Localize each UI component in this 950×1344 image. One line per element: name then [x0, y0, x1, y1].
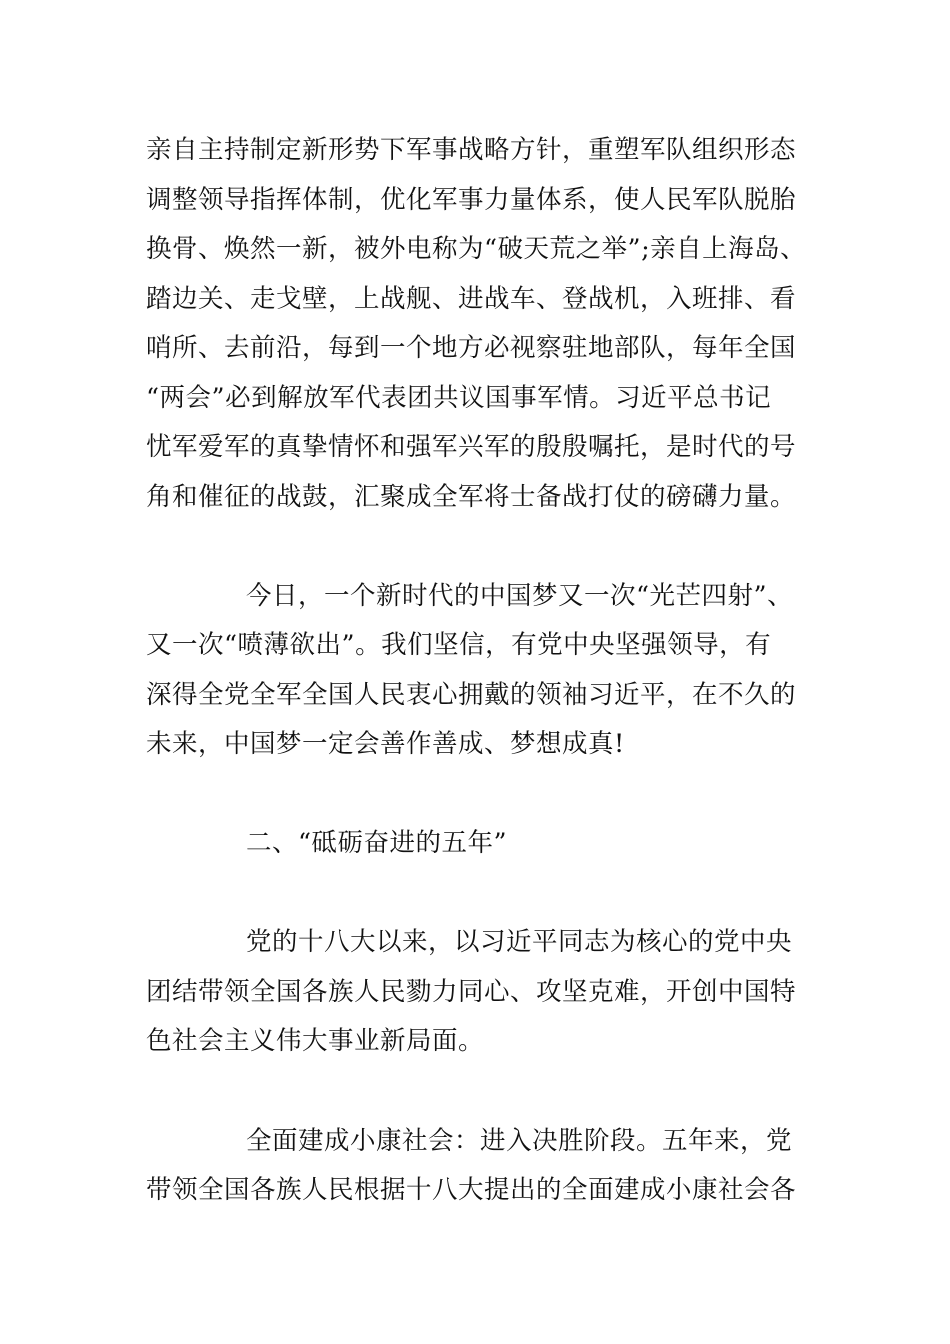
paragraph-line: 踏边关、走戈壁，上战舰、进战车、登战机，入班排、看 [146, 284, 797, 314]
paragraph-line: 全面建成小康社会：进入决胜阶段。五年来，党 [246, 1126, 793, 1156]
paragraph-line: “两会”必到解放军代表团共议国事军情。习近平总书记 [146, 383, 772, 413]
paragraph-line: 哨所、去前沿，每到一个地方必视察驻地部队，每年全国 [146, 333, 797, 363]
paragraph-line: 换骨、焕然一新，被外电称为“破天荒之举”;亲自上海岛、 [146, 234, 807, 264]
paragraph-line: 又一次“喷薄欲出”。我们坚信，有党中央坚强领导，有 [146, 630, 772, 660]
paragraph-line: 亲自主持制定新形势下军事战略方针，重塑军队组织形态 [146, 135, 797, 165]
paragraph-line: 忧军爱军的真挚情怀和强军兴军的殷殷嘱托，是时代的号 [146, 432, 797, 462]
paragraph-line: 角和催征的战鼓，汇聚成全军将士备战打仗的磅礴力量。 [146, 482, 797, 512]
paragraph-line: 未来，中国梦一定会善作善成、梦想成真! [146, 729, 625, 759]
paragraph-line: 色社会主义伟大事业新局面。 [146, 1026, 485, 1056]
paragraph-line: 今日，一个新时代的中国梦又一次“光芒四射”、 [246, 581, 794, 611]
paragraph-line: 深得全党全军全国人民衷心拥戴的领袖习近平，在不久的 [146, 680, 797, 710]
paragraph-line: 调整领导指挥体制，优化军事力量体系，使人民军队脱胎 [146, 185, 797, 215]
section-heading: 二、“砥砺奋进的五年” [246, 828, 508, 858]
paragraph-line: 党的十八大以来，以习近平同志为核心的党中央 [246, 927, 793, 957]
paragraph-line: 带领全国各族人民根据十八大提出的全面建成小康社会各 [146, 1175, 797, 1205]
paragraph-line: 团结带领全国各族人民勠力同心、攻坚克难，开创中国特 [146, 977, 797, 1007]
